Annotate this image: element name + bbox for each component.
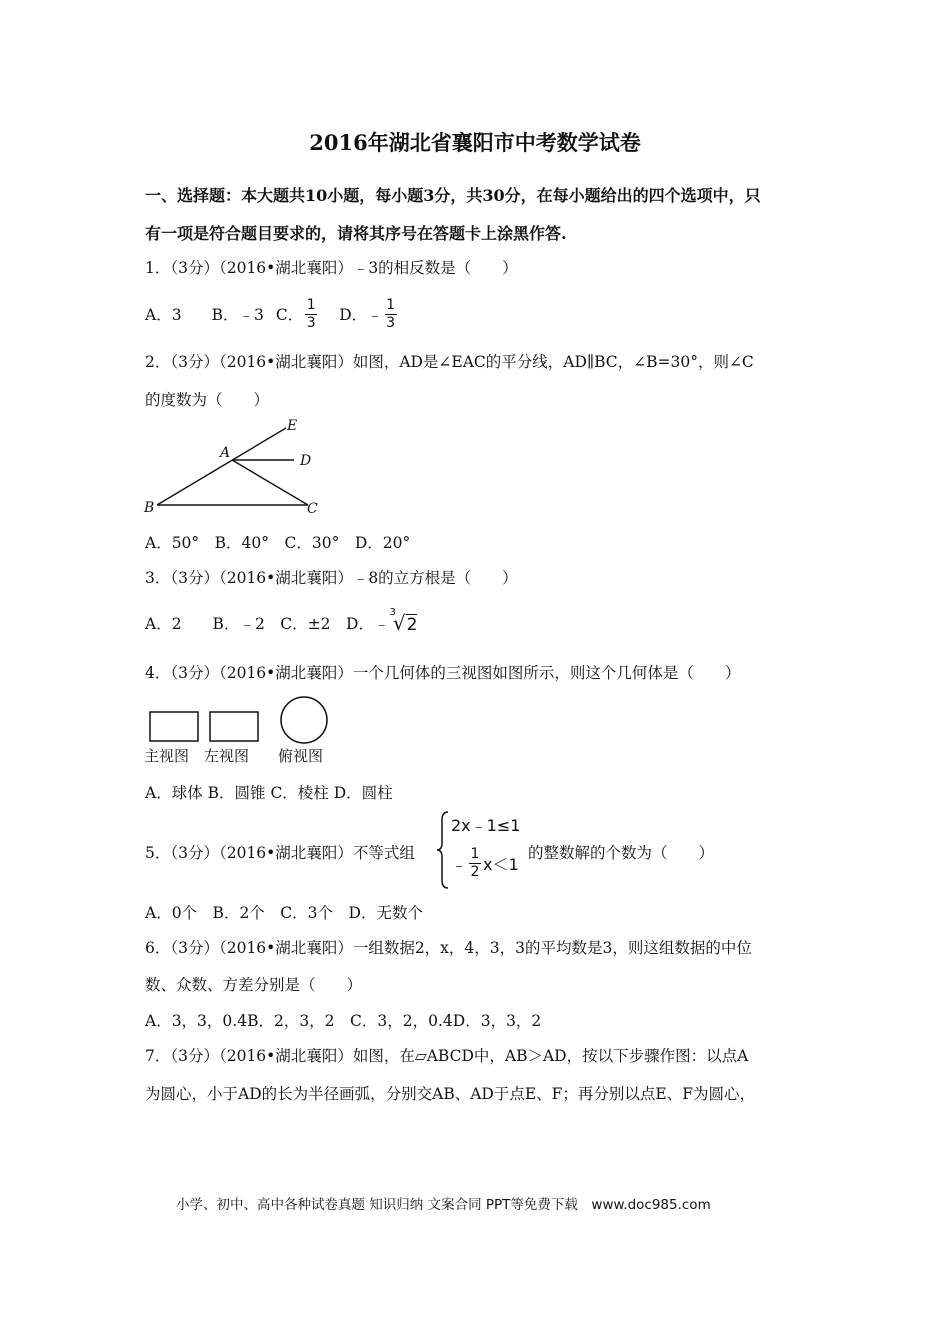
page-title: 2016年湖北省襄阳市中考数学试卷 — [309, 130, 641, 155]
q5-ineq2-fraction — [469, 847, 481, 880]
q7-stem-line1: 7．（3分）（2016•湖北襄阳）如图，在▱ABCD中，AB＞AD，按以下步骤作图：以点A — [145, 1047, 749, 1065]
fraction-numerator: 1 — [306, 296, 316, 313]
top-view-circle — [281, 697, 327, 743]
q2-stem-line2: 的度数为（ ） — [145, 391, 270, 409]
point-e-label: E — [287, 418, 298, 434]
q3-option-d-cube-root — [389, 607, 418, 635]
point-d-label: D — [300, 453, 312, 469]
q2-options: A．50° B．40° C．30° D．20° — [145, 534, 411, 552]
q7-stem-line2: 为圆心，小于AD的长为半径画弧，分别交AB、AD于点E、F；再分别以点E、F为圆心， — [145, 1085, 755, 1103]
q1-stem: 1．（3分）（2016•湖北襄阳）﹣3的相反数是（ ） — [145, 259, 518, 277]
q6-stem-line1: 6．（3分）（2016•湖北襄阳）一组数据2，x，4，3，3的平均数是3，则这组数据的中位 — [145, 939, 752, 957]
segment-be — [157, 428, 286, 505]
point-c-label: C — [307, 501, 318, 517]
q5-stem-pre: 5．（3分）（2016•湖北襄阳）不等式组 — [145, 844, 415, 862]
side-view-rectangle — [210, 712, 258, 741]
point-a-label: A — [220, 445, 231, 461]
q2-stem-line1: 2．（3分）（2016•湖北襄阳）如图，AD是∠EAC的平分线，AD∥BC，∠B=30°，则∠C — [145, 353, 754, 371]
q3-options: A．2 B．﹣2 C．±2 D．﹣ — [145, 615, 390, 633]
q5-inequality-1: 2x﹣1≤1 — [451, 816, 521, 835]
q5-inequality-2 — [451, 842, 519, 884]
fraction-denominator: 3 — [386, 314, 396, 331]
q6-options: A．3，3，0.4B．2，3，2 C．3，2，0.4D．3，3，2 — [145, 1012, 542, 1030]
front-view-label: 主视图 — [144, 747, 190, 765]
root-radicand: 2 — [406, 615, 418, 635]
q1-options — [145, 294, 399, 334]
fraction-numerator: 1 — [386, 296, 396, 313]
root-index: 3 — [389, 607, 396, 618]
q1-option-b: B．﹣3 — [211, 306, 264, 324]
radical-icon: √ — [392, 611, 406, 635]
q5-ineq2-suffix: x＜1 — [483, 854, 519, 874]
top-view-label: 俯视图 — [278, 747, 324, 765]
fraction-denominator: 3 — [306, 314, 316, 331]
page-footer: 小学、初中、高中各种试卷真题 知识归纳 文案合同 PPT等免费下载 www.doc985.com — [176, 1197, 711, 1213]
section-heading-line1: 一、选择题：本大题共10小题，每小题3分，共30分，在每小题给出的四个选项中，只 — [145, 186, 761, 205]
system-brace-icon — [436, 810, 450, 890]
side-view-label: 左视图 — [204, 747, 250, 765]
q3-stem: 3．（3分）（2016•湖北襄阳）﹣8的立方根是（ ） — [145, 569, 518, 587]
q4-three-views-figure — [142, 694, 342, 746]
q3-options-row — [145, 606, 417, 640]
q1-option-c-fraction — [305, 298, 317, 331]
q1-option-d-fraction — [385, 298, 397, 331]
q1-option-d: D．﹣ — [339, 306, 383, 324]
fraction-denominator: 2 — [470, 863, 480, 880]
q5-options: A．0个 B．2个 C．3个 D．无数个 — [145, 904, 423, 922]
segment-ac — [232, 460, 308, 505]
fraction-numerator: 1 — [470, 845, 480, 862]
q4-stem: 4．（3分）（2016•湖北襄阳）一个几何体的三视图如图所示，则这个几何体是（ ） — [145, 664, 741, 682]
q5-stem-post: 的整数解的个数为（ ） — [528, 844, 715, 862]
q5-ineq2-prefix: ﹣ — [451, 854, 468, 874]
front-view-rectangle — [150, 712, 198, 741]
q4-options: A．球体 B．圆锥 C．棱柱 D．圆柱 — [145, 784, 393, 802]
q1-option-c: C． — [275, 306, 304, 324]
q2-triangle-figure — [140, 415, 340, 520]
point-b-label: B — [144, 500, 155, 516]
q6-stem-line2: 数、众数、方差分别是（ ） — [145, 976, 363, 994]
section-heading-line2: 有一项是符合题目要求的，请将其序号在答题卡上涂黑作答. — [145, 224, 567, 243]
q1-option-a: A．3 — [145, 306, 182, 324]
